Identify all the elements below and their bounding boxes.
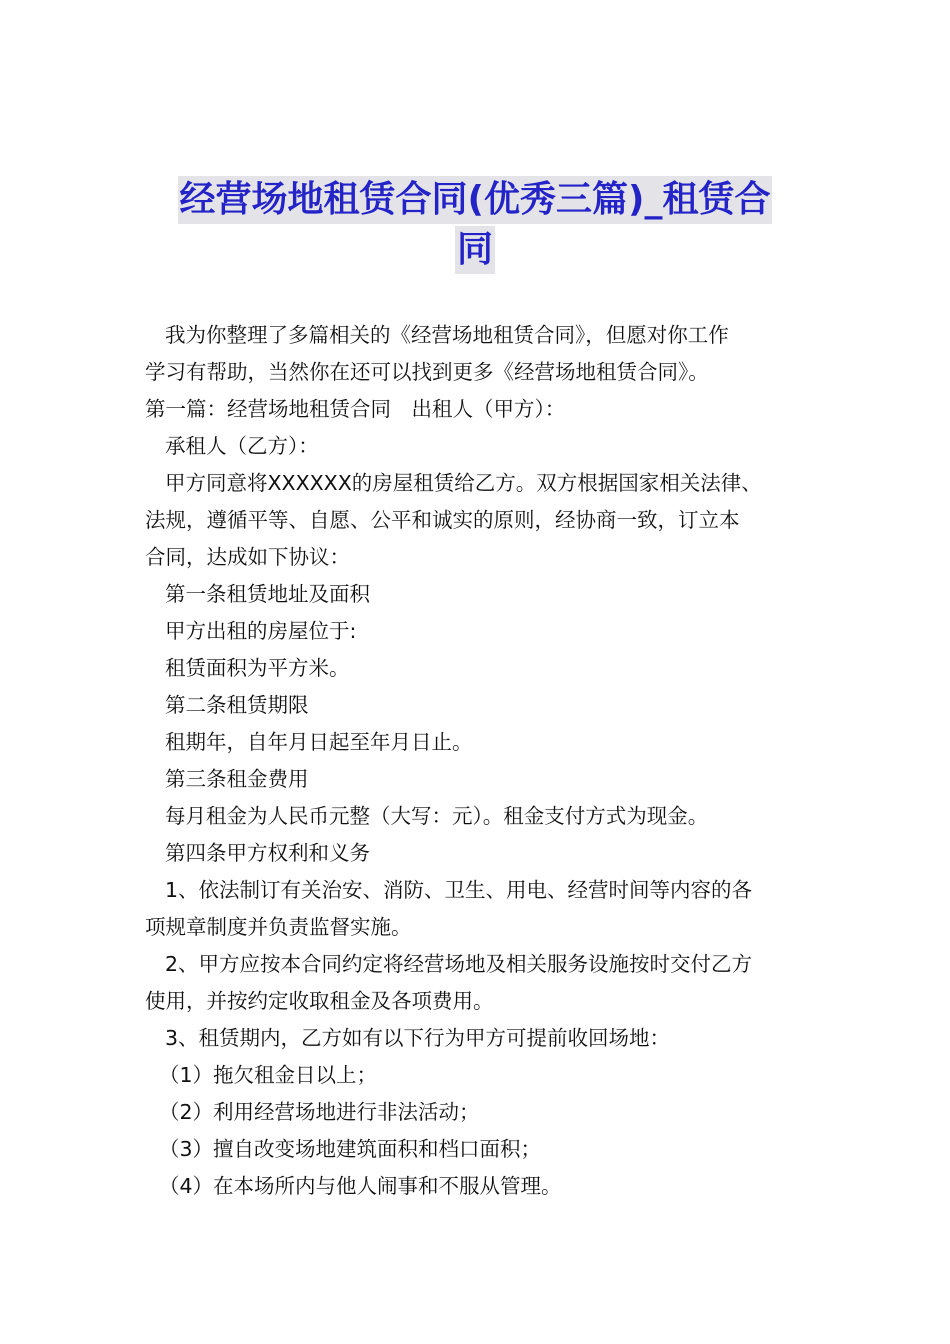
- paragraph-line: 合同，达成如下协议：: [145, 545, 350, 569]
- list-item: 2、甲方应按本合同约定将经营场地及相关服务设施按时交付乙方: [165, 952, 753, 976]
- section-heading: 第四条甲方权利和义务: [165, 841, 370, 865]
- paragraph-line: 租赁面积为平方米。: [165, 656, 350, 680]
- sub-list-item: （2）利用经营场地进行非法活动；: [159, 1100, 480, 1124]
- section-heading: 第三条租金费用: [165, 767, 309, 791]
- section-heading: 第一条租赁地址及面积: [165, 582, 370, 606]
- section-heading: 第二条租赁期限: [165, 693, 309, 717]
- paragraph-line: 项规章制度并负责监督实施。: [145, 915, 412, 939]
- paragraph-line: 甲方出租的房屋位于:: [165, 619, 357, 643]
- list-item: 1、依法制订有关治安、消防、卫生、用电、经营时间等内容的各: [165, 878, 753, 902]
- sub-list-item: （3）擅自改变场地建筑面积和档口面积；: [159, 1137, 542, 1161]
- title-line-1: 经营场地租赁合同(优秀三篇)_租赁合: [178, 176, 773, 224]
- paragraph-line: 我为你整理了多篇相关的《经营场地租赁合同》，但愿对你工作: [165, 323, 729, 347]
- paragraph-line: 甲方同意将XXXXXX的房屋租赁给乙方。双方根据国家相关法律、: [165, 471, 762, 495]
- title-line-2: 同: [455, 226, 495, 274]
- sub-list-item: （4）在本场所内与他人闹事和不服从管理。: [159, 1174, 562, 1198]
- paragraph-line: 使用，并按约定收取租金及各项费用。: [145, 989, 494, 1013]
- paragraph-line: 第一篇：经营场地租赁合同 出租人（甲方）：: [145, 397, 566, 421]
- paragraph-line: 承租人（乙方）：: [165, 434, 319, 458]
- paragraph-line: 租期年，自年月日起至年月日止。: [165, 730, 473, 754]
- list-item: 3、租赁期内，乙方如有以下行为甲方可提前收回场地：: [165, 1026, 671, 1050]
- document-title: [150, 176, 800, 274]
- paragraph-line: 学习有帮助，当然你在还可以找到更多《经营场地租赁合同》。: [145, 360, 709, 384]
- paragraph-line: 每月租金为人民币元整（大写：元）。租金支付方式为现金。: [165, 804, 709, 828]
- paragraph-line: 法规，遵循平等、自愿、公平和诚实的原则，经协商一致，订立本: [145, 508, 740, 532]
- document-body: [145, 317, 810, 1205]
- sub-list-item: （1）拖欠租金日以上；: [159, 1063, 378, 1087]
